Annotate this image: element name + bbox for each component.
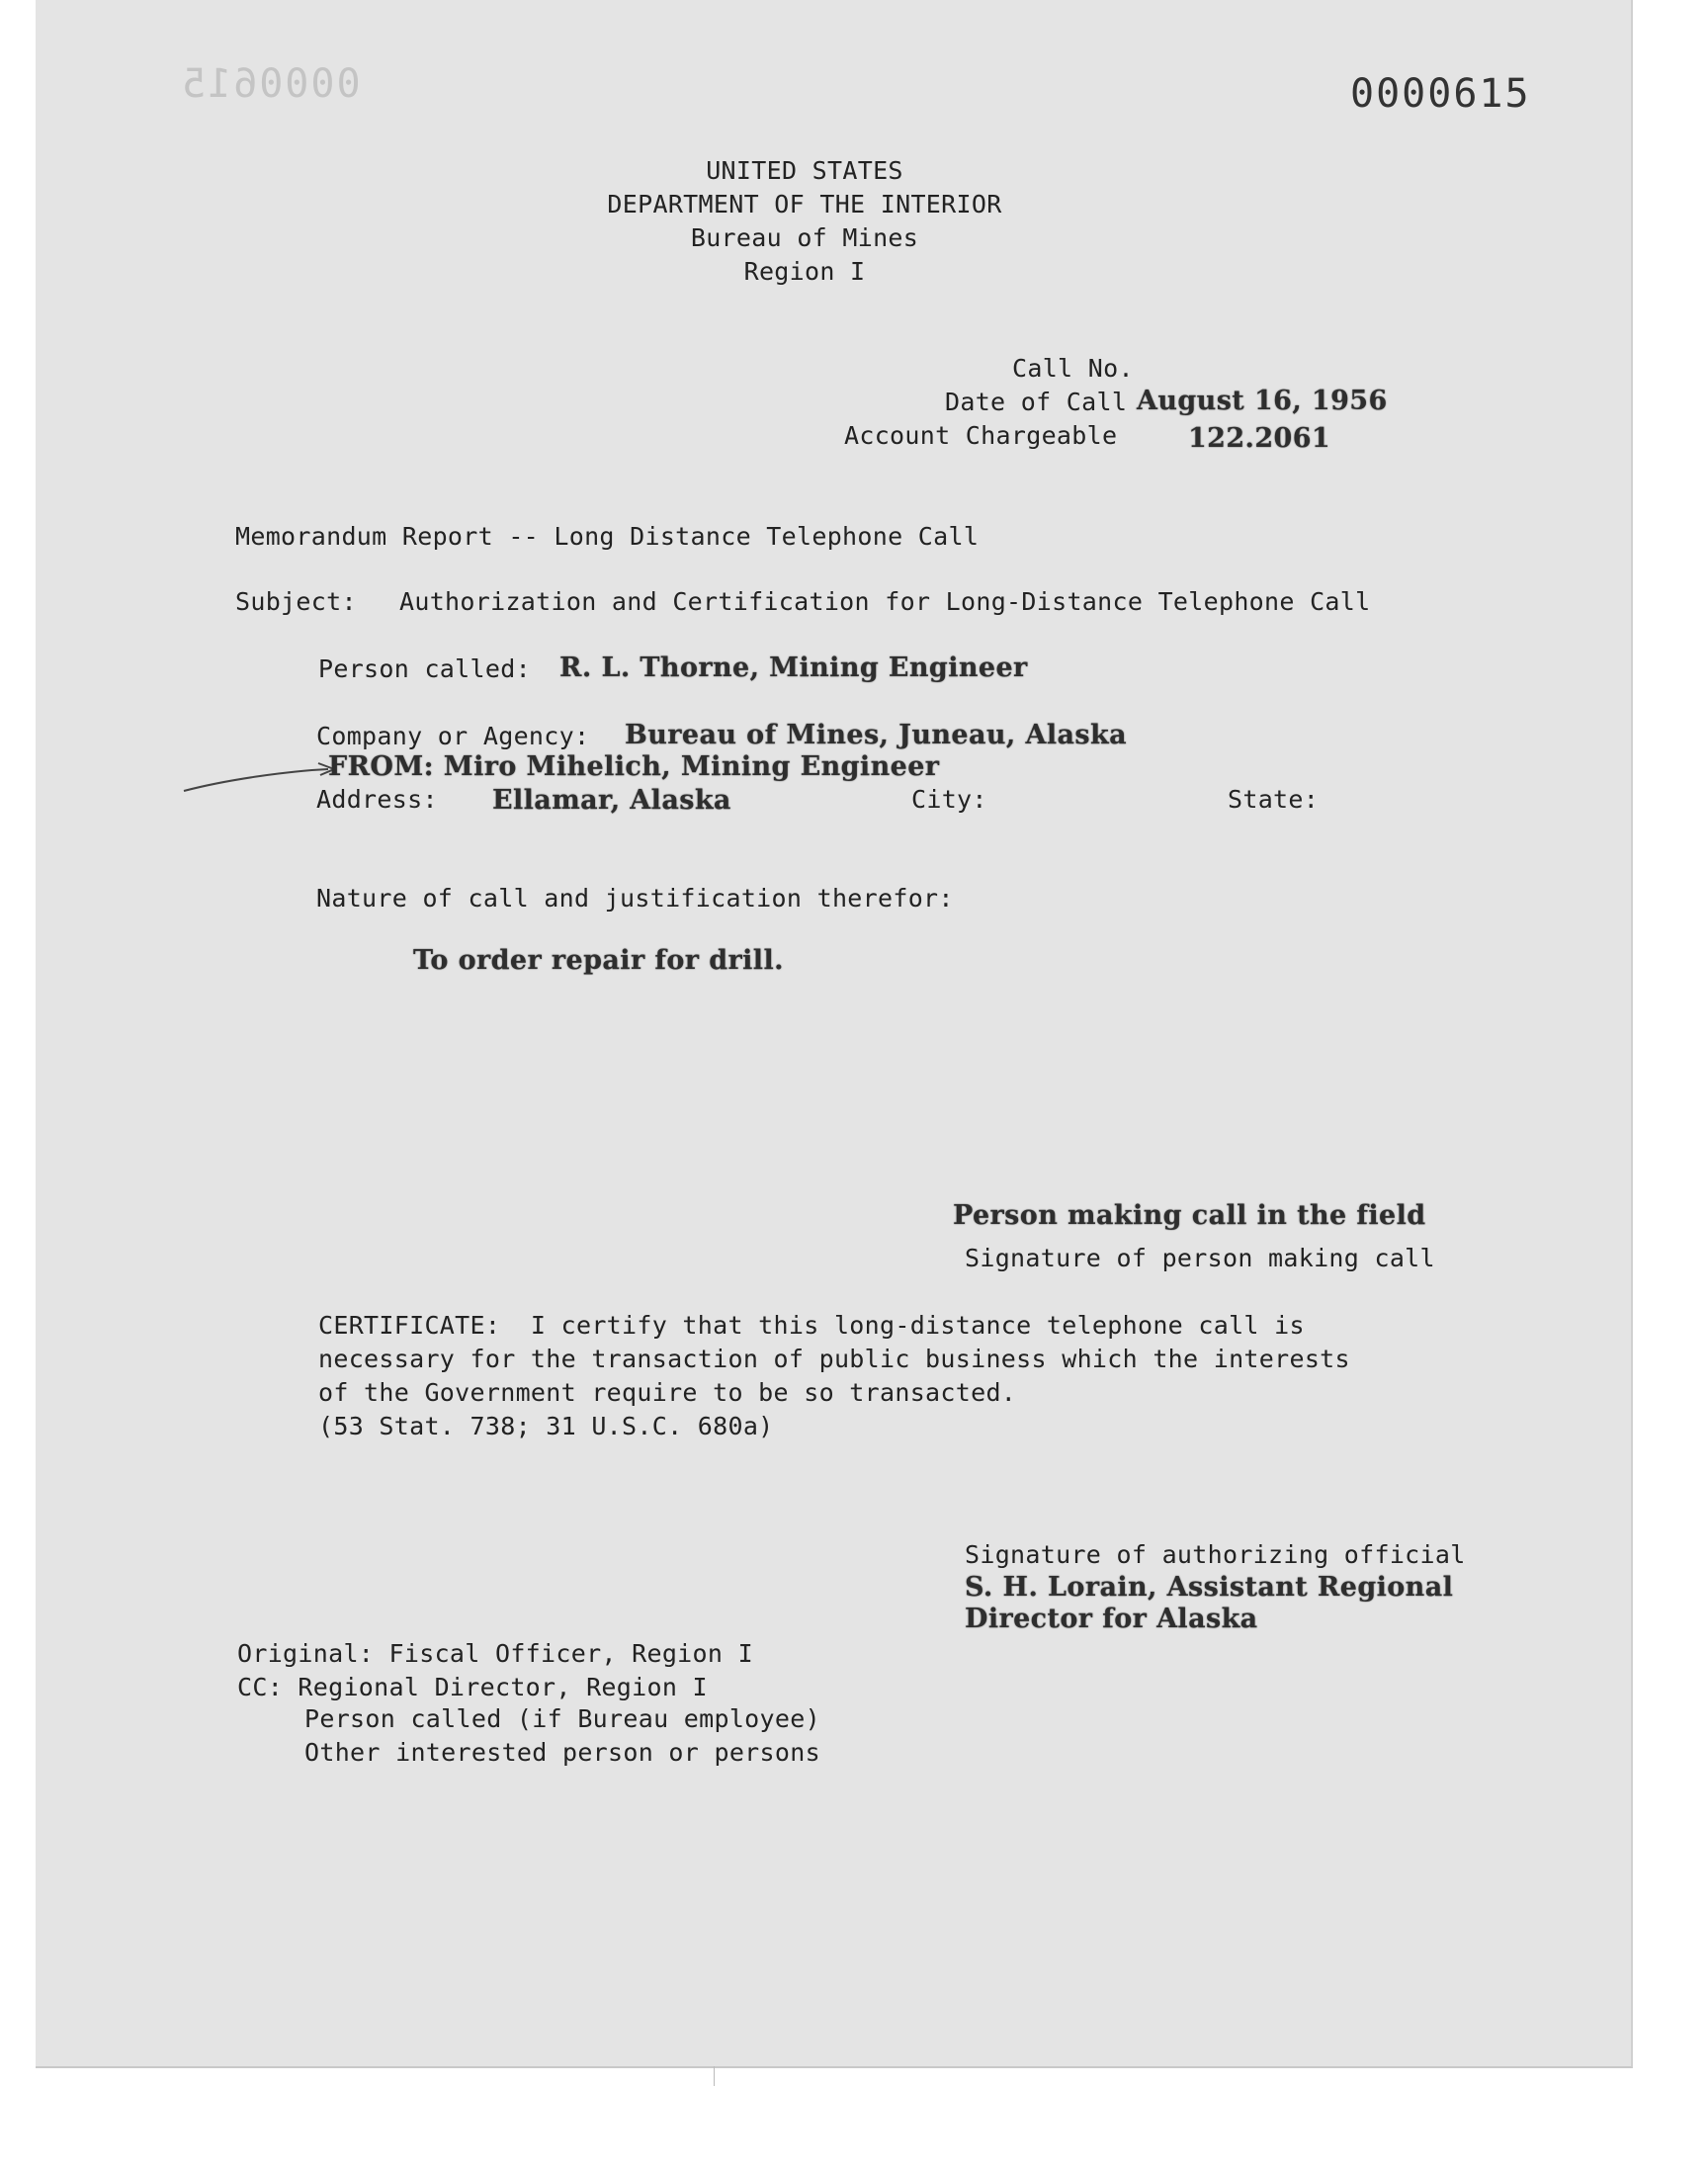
authorizing-label: Signature of authorizing official <box>965 1540 1466 1569</box>
header-line-4: Region I <box>743 257 866 286</box>
subject-label: Subject: <box>235 587 357 616</box>
certificate-line-1: CERTIFICATE: I certify that this long-distance telephone call is <box>318 1311 1305 1340</box>
nature-value: To order repair for drill. <box>413 945 784 976</box>
memo-title: Memorandum Report -- Long Distance Telephone Call <box>235 522 980 551</box>
account-chargeable-label: Account Chargeable <box>844 421 1118 450</box>
header-line-3: Bureau of Mines <box>690 223 919 252</box>
certificate-line-2: necessary for the transaction of public business which the interests <box>318 1345 1350 1373</box>
person-called-label: Person called: <box>318 654 531 683</box>
header-line-2: DEPARTMENT OF THE INTERIOR <box>607 190 1002 218</box>
distribution-line-4: Other interested person or persons <box>304 1738 820 1767</box>
caller-signature-label: Signature of person making call <box>965 1244 1435 1272</box>
doc-number: 0000615 <box>1350 71 1531 117</box>
authorizing-name-line-2: Director for Alaska <box>965 1604 1258 1634</box>
address-value: Ellamar, Alaska <box>492 785 731 816</box>
caller-signature-value: Person making call in the field <box>953 1200 1426 1231</box>
company-value: Bureau of Mines, Juneau, Alaska <box>625 720 1127 750</box>
mirrored-doc-number: 0000615 <box>180 61 361 107</box>
distribution-line-3: Person called (if Bureau employee) <box>304 1704 820 1733</box>
account-chargeable-value: 122.2061 <box>1188 423 1331 454</box>
company-label: Company or Agency: <box>316 722 590 750</box>
scan-edge-mark <box>714 2066 715 2086</box>
nature-label: Nature of call and justification therefor: <box>316 884 954 913</box>
address-label: Address: <box>316 785 438 814</box>
distribution-line-1: Original: Fiscal Officer, Region I <box>237 1639 753 1668</box>
call-no-label: Call No. <box>1012 354 1134 383</box>
date-of-call-label: Date of Call <box>945 388 1128 416</box>
from-value: FROM: Miro Mihelich, Mining Engineer <box>328 751 940 782</box>
state-label: State: <box>1228 785 1320 814</box>
date-of-call-value: August 16, 1956 <box>1137 386 1388 416</box>
certificate-line-3: of the Government require to be so transacted. <box>318 1378 1017 1407</box>
distribution-line-2: CC: Regional Director, Region I <box>237 1673 708 1701</box>
authorizing-name-line-1: S. H. Lorain, Assistant Regional <box>965 1572 1454 1603</box>
subject-text: Authorization and Certification for Long-Distance Telephone Call <box>399 587 1371 616</box>
certificate-line-4: (53 Stat. 738; 31 U.S.C. 680a) <box>318 1412 774 1440</box>
document-page <box>36 0 1633 2068</box>
city-label: City: <box>911 785 987 814</box>
header-line-1: UNITED STATES <box>706 156 903 185</box>
person-called-value: R. L. Thorne, Mining Engineer <box>559 652 1028 683</box>
